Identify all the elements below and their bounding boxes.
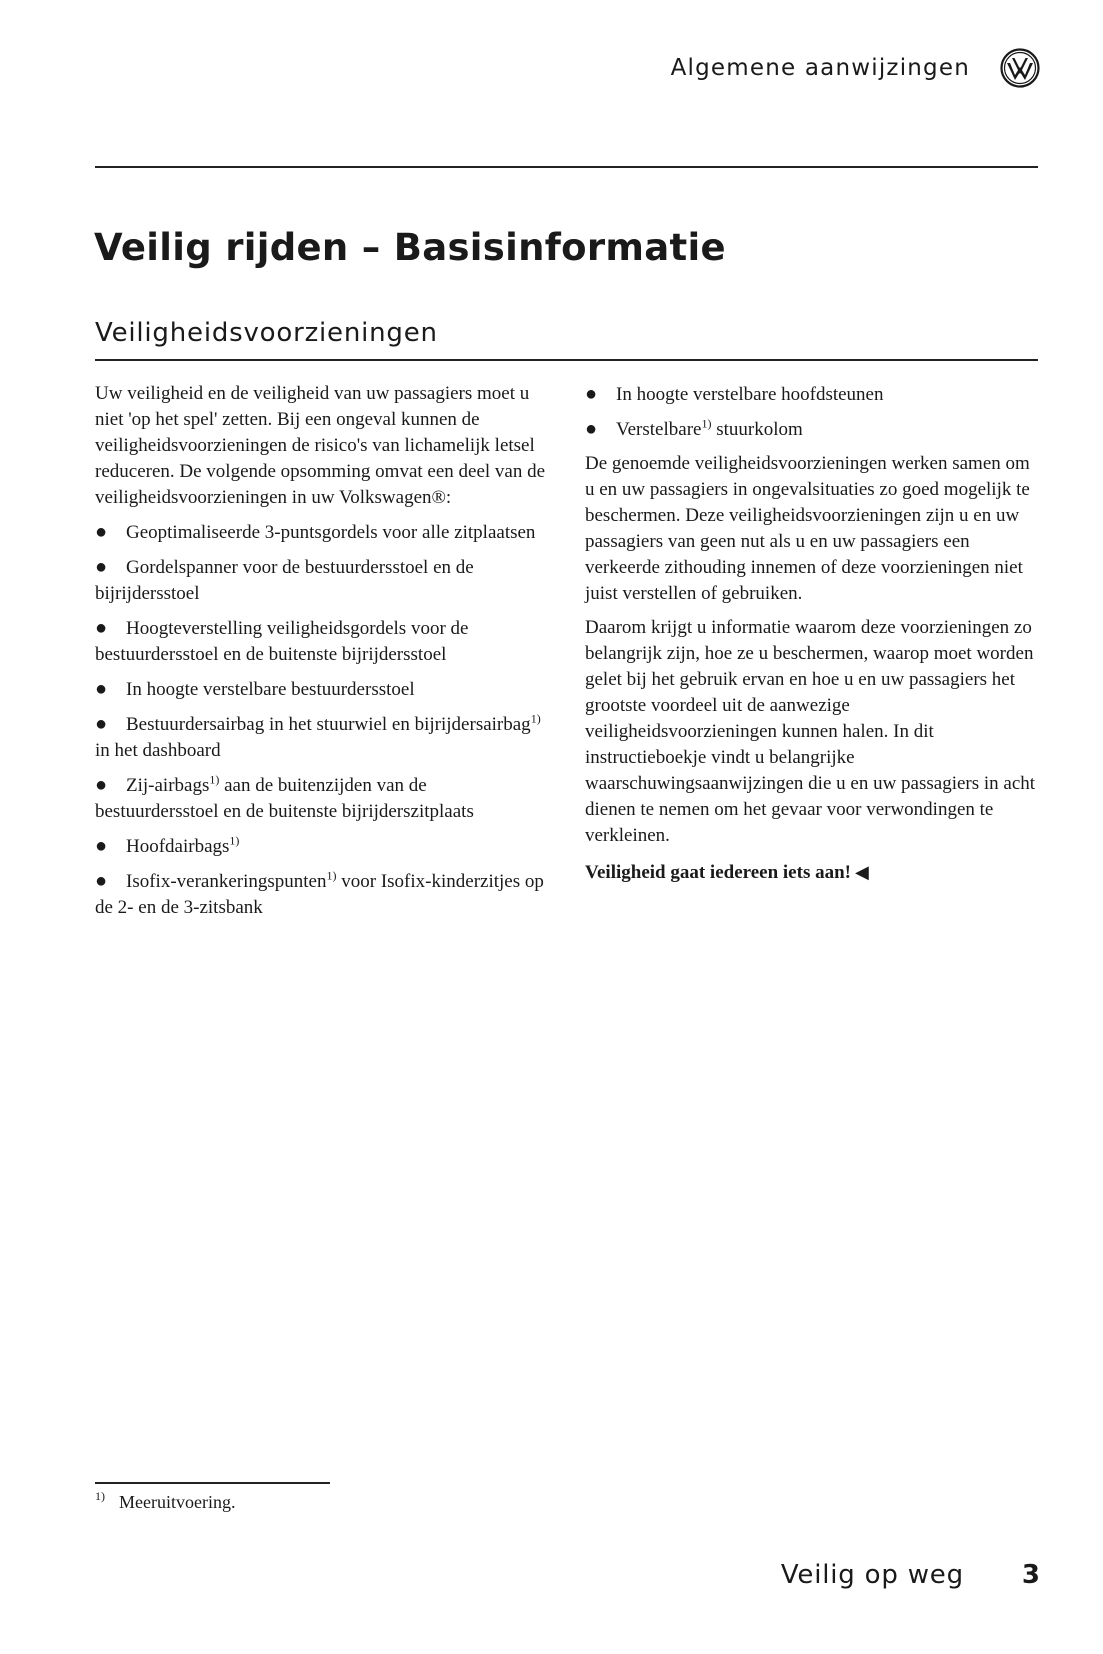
header-divider — [95, 166, 1038, 168]
list-item-text-continued: aan de buitenzijden van de bestuurdersstoel en de buitenste bijrijderszitplaats — [95, 775, 474, 822]
section-divider — [95, 359, 1038, 361]
list-item-text: Isofix-verankeringspunten — [126, 871, 327, 892]
bullet-icon: ● — [95, 678, 108, 700]
running-header — [600, 48, 1040, 88]
bullet-icon: ● — [95, 870, 108, 892]
list-item — [585, 416, 1043, 443]
bullet-icon: ● — [95, 521, 108, 543]
header-section-title: Algemene aanwijzingen — [670, 55, 970, 81]
bullet-icon: ● — [95, 835, 108, 857]
list-item-text: Gordelspanner voor de bestuurdersstoel en de bijrijdersstoel — [95, 557, 474, 604]
list-item — [95, 676, 547, 703]
list-item — [95, 554, 547, 607]
list-item — [95, 833, 547, 860]
list-item — [95, 772, 547, 825]
chapter-title: Veilig rijden – Basisinformatie — [94, 226, 726, 269]
page-footer — [700, 1560, 1040, 1590]
list-item-text: Verstelbare — [616, 419, 702, 440]
list-item-text-continued: in het dashboard — [95, 740, 221, 761]
list-item — [95, 519, 547, 546]
list-item-text: Hoogteverstelling veiligheidsgordels voor de bestuurdersstoel en de buitenste bijrijdersstoel — [95, 618, 469, 665]
list-item — [95, 711, 547, 764]
list-item — [95, 615, 547, 668]
page-number: 3 — [1021, 1560, 1040, 1590]
list-item-text-continued: voor Isofix-kinderzitjes op de 2- en de 3-zitsbank — [95, 871, 544, 918]
list-item-text: In hoogte verstelbare bestuurdersstoel — [126, 679, 415, 700]
vw-logo-icon — [1000, 48, 1040, 88]
list-item — [95, 868, 547, 921]
bullet-icon: ● — [585, 418, 598, 440]
list-item-text: Zij-airbags — [126, 775, 210, 796]
bullet-icon: ● — [95, 713, 108, 735]
safety-feature-list-continued — [585, 381, 1043, 443]
closing-statement — [585, 859, 1043, 886]
footer-title: Veilig op weg — [780, 1560, 964, 1590]
right-column — [585, 381, 1043, 894]
list-item-text: Bestuurdersairbag in het stuurwiel en bijrijdersairbag — [126, 714, 531, 735]
bullet-icon: ● — [585, 383, 598, 405]
list-item-text: Geoptimaliseerde 3-puntsgordels voor alle zitplaatsen — [126, 522, 536, 543]
list-item-text-continued: stuurkolom — [711, 419, 803, 440]
end-of-section-icon: ◀ — [854, 862, 869, 882]
footnote-reference: 1) — [209, 772, 220, 787]
safety-feature-list — [95, 519, 547, 921]
footnote-reference: 1) — [326, 868, 337, 883]
list-item-text: In hoogte verstelbare hoofdsteunen — [616, 384, 884, 405]
body-paragraph: Daarom krijgt u informatie waarom deze voorzieningen zo belangrijk zijn, hoe ze u beschermen, waarop moet worden gelet bij het gebruik ervan en hoe u en uw passagiers het grootste voordeel uit de aanwezige veiligheidsvoorzieningen kunnen halen. In dit instructieboekje vindt u belangrijke waarschuwingsaanwijzingen die u en uw passagiers in acht dienen te nemen om het gevaar voor verwondingen te verkleinen. — [585, 617, 1036, 846]
footnote-reference: 1) — [229, 833, 240, 848]
body-paragraph: De genoemde veiligheidsvoorzieningen werken samen om u en uw passagiers in ongevalsituaties zo goed mogelijk te beschermen. Deze veiligheidsvoorzieningen zijn u en uw passagiers van geen nut als u en uw passagiers een verkeerde zithouding innemen of deze voorzieningen niet juist verstellen of gebruiken. — [585, 453, 1030, 604]
list-item — [585, 381, 1043, 408]
bullet-icon: ● — [95, 617, 108, 639]
closing-text: Veiligheid gaat iedereen iets aan! — [585, 862, 851, 883]
bullet-icon: ● — [95, 556, 108, 578]
list-item-text: Hoofdairbags — [126, 836, 230, 857]
footnote-mark: 1) — [95, 1489, 105, 1503]
footnote-reference: 1) — [530, 711, 541, 726]
footnote-text: Meeruitvoering. — [119, 1492, 236, 1512]
intro-paragraph: Uw veiligheid en de veiligheid van uw passagiers moet u niet 'op het spel' zetten. Bij een ongeval kunnen de veiligheidsvoorzieningen de risico's van lichamelijk letsel reduceren. De volgende opsomming omvat een deel van de veiligheidsvoorzieningen in uw Volkswagen®: — [95, 383, 546, 508]
section-heading: Veiligheidsvoorzieningen — [95, 318, 438, 348]
bullet-icon: ● — [95, 774, 108, 796]
footnote — [95, 1489, 236, 1513]
left-column — [95, 381, 547, 929]
footnote-divider — [95, 1482, 330, 1484]
footnote-reference: 1) — [701, 416, 712, 431]
